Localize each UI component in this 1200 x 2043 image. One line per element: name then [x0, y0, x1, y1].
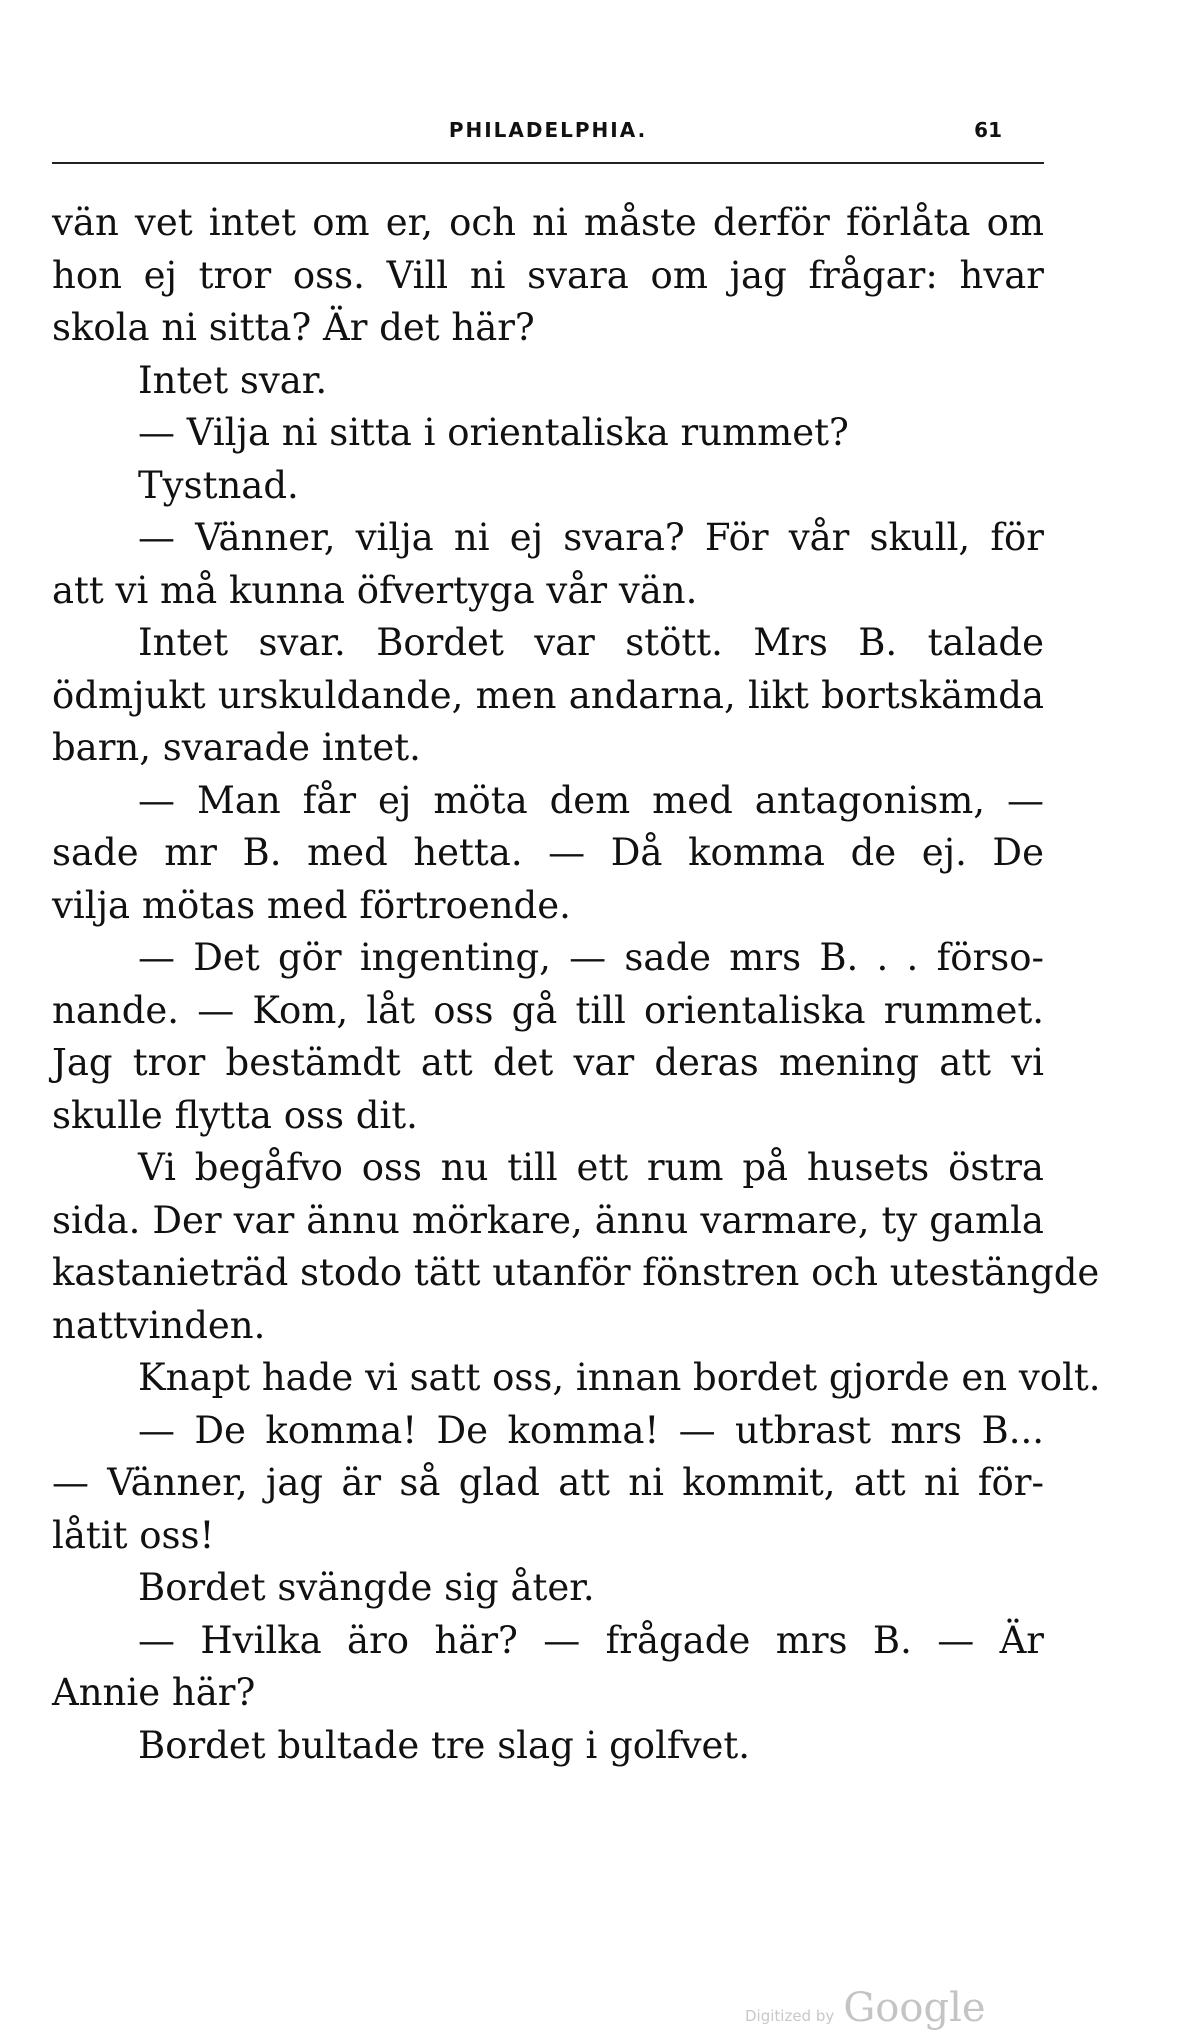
text-line: kastanieträd stodo tätt utanför fönstren och utestängde: [52, 1251, 1100, 1294]
text-line: sida. Der var ännu mörkare, ännu varmare, ty gamla: [52, 1198, 1044, 1242]
text-line: — Hvilka äro här? — frågade mrs B. — Är: [138, 1618, 1044, 1662]
page-number: 61: [974, 118, 1002, 142]
text-line: Tystnad.: [138, 463, 299, 507]
text-line: — Vilja ni sitta i orientaliska rummet?: [138, 411, 849, 454]
text-line: att vi må kunna öfvertyga vår vän.: [52, 568, 698, 612]
text-line: — Det gör ingenting, — sade mrs B. . . förso-: [138, 936, 1044, 979]
text-line: vän vet intet om er, och ni måste derför förlåta om: [52, 201, 1044, 244]
digitized-watermark: [745, 1985, 986, 2031]
text-line: Bordet bultade tre slag i golfvet.: [138, 1723, 751, 1767]
text-line: låtit oss!: [52, 1513, 215, 1557]
text-line: ödmjukt urskuldande, men andarna, likt bortskämda: [52, 673, 1044, 717]
google-logo: Google: [843, 1985, 986, 2031]
text-line: barn, svarade intet.: [52, 726, 421, 769]
text-line: — Vänner, jag är så glad att ni kommit, att ni för-: [52, 1461, 1044, 1504]
text-line: skulle flytta oss dit.: [52, 1093, 418, 1137]
text-line: — De komma! De komma! — utbrast mrs B...: [138, 1408, 1044, 1452]
text-line: vilja mötas med förtroende.: [52, 883, 571, 927]
running-title: PHILADELPHIA.: [448, 118, 648, 142]
text-line: hon ej tror oss. Vill ni svara om jag frågar: hvar: [52, 253, 1044, 297]
text-line: Intet svar. Bordet var stött. Mrs B. talade: [138, 621, 1044, 664]
text-line: — Vänner, vilja ni ej svara? För vår skull, för: [138, 516, 1044, 559]
text-line: Intet svar.: [138, 358, 328, 402]
text-line: Jag tror bestämdt att det var deras mening att vi: [52, 1041, 1044, 1084]
text-line: sade mr B. med hetta. — Då komma de ej. De: [52, 831, 1044, 874]
text-line: Vi begåfvo oss nu till ett rum på husets östra: [138, 1146, 1044, 1189]
body-text: [52, 197, 1101, 1772]
text-line: Bordet svängde sig åter.: [138, 1566, 595, 1609]
text-line: skola ni sitta? Är det här?: [52, 306, 535, 349]
text-line: Annie här?: [52, 1671, 256, 1714]
text-line: nattvinden.: [52, 1303, 266, 1347]
text-line: nande. — Kom, låt oss gå till orientaliska rummet.: [52, 988, 1044, 1032]
running-head: [52, 118, 1044, 148]
header-rule: [52, 162, 1044, 164]
text-line: Knapt hade vi satt oss, innan bordet gjorde en volt.: [138, 1356, 1101, 1399]
text-line: — Man får ej möta dem med antagonism, —: [138, 778, 1044, 822]
digitized-label: Digitized by: [745, 2007, 835, 2025]
